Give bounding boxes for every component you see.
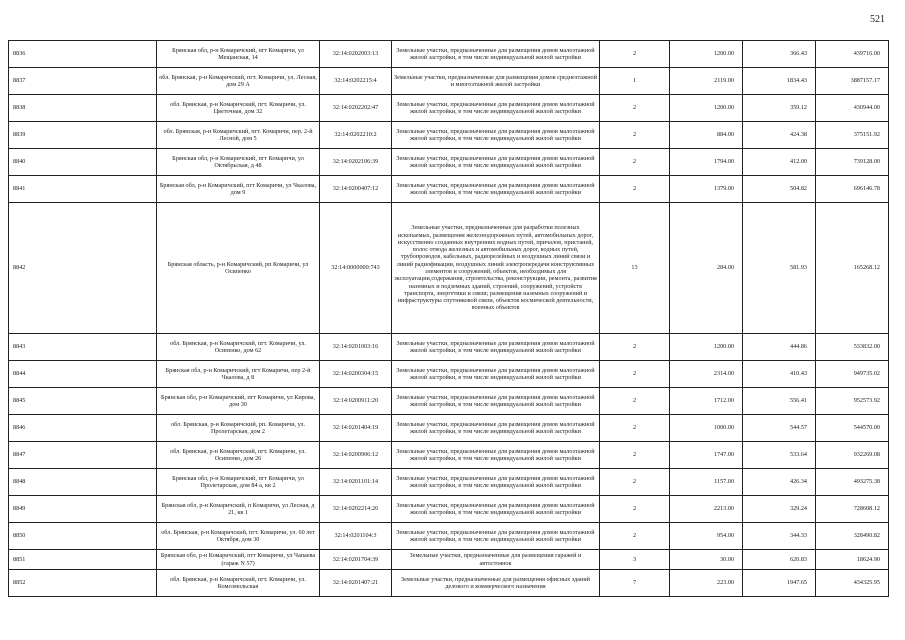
row-cadastral-number: 32:14:0201704:39 [320, 550, 392, 570]
row-address: Брянская обл, р-н Комаричский, п Комаричи, ул Лесная, д 21, кв 1 [157, 496, 320, 523]
row-land-use: Земельные участки, предназначенные для размещения домов малоэтажной жилой застройки, в том числе индивидуальной жилой застройки [392, 523, 600, 550]
row-id: 8852 [9, 570, 157, 597]
row-unit-value: 344.33 [743, 523, 816, 550]
row-area: 1157.00 [670, 469, 743, 496]
row-unit-value: 366.43 [743, 41, 816, 68]
row-cadastral-value: 949735.02 [816, 361, 889, 388]
table-row [9, 415, 889, 442]
row-area: 1000.00 [670, 415, 743, 442]
land-registry-table [8, 40, 889, 597]
row-address: обл. Брянская, р-н Комаричский, рп. Комаричи, ул. Пролетарская, дом 2 [157, 415, 320, 442]
row-cadastral-value: 533832.00 [816, 334, 889, 361]
row-land-use: Земельные участки, предназначенные для размещения домов малоэтажной жилой застройки, в том числе индивидуальной жилой застройки [392, 41, 600, 68]
row-land-use: Земельные участки, предназначенные для размещения домов малоэтажной жилой застройки, в том числе индивидуальной жилой застройки [392, 95, 600, 122]
row-address: Брянская обл, р-н Комаричский, пгт Комаричи, ул Чкалова, дом 9 [157, 176, 320, 203]
row-cadastral-value: 434325.95 [816, 570, 889, 597]
row-cadastral-number: 32:14:0202202:47 [320, 95, 392, 122]
row-id: 8838 [9, 95, 157, 122]
row-use-group: 2 [600, 361, 670, 388]
table-row [9, 95, 889, 122]
row-cadastral-number: 32:14:0201404:19 [320, 415, 392, 442]
row-land-use: Земельные участки, предназначенные для размещения домов малоэтажной жилой застройки, в том числе индивидуальной жилой застройки [392, 415, 600, 442]
row-address: обл. Брянская, р-н Комаричский, пгт. Комаричи, ул. Осипенко, дом 62 [157, 334, 320, 361]
row-land-use: Земельные участки, предназначенные для разработки полезных ископаемых, размещения железнодорожных путей, автомобильных дорог, искусственно созданных внутренних водных путей, причалов, пристаней, полос отвода железных и автомобильных дорог, водных путей, трубопроводов, кабельных, радиорелейных и воздушных линий связи и линий радиофикации, воздушных линий электропередачи конструктивных элементов и сооружений, объектов, необходимых для эксплуатации,содержания, строительства, реконструкции, ремонта, развития наземных и подземных зданий, строений, сооружений, устройств транспорта, энергетики и связи; размещения наземных сооружений и инфраструктуры спутниковой связи, объектов космической деятельности, военных объектов [392, 203, 600, 334]
row-unit-value: 620.83 [743, 550, 816, 570]
table-row [9, 523, 889, 550]
table-row [9, 442, 889, 469]
row-cadastral-value: 932269.08 [816, 442, 889, 469]
table-row [9, 176, 889, 203]
row-unit-value: 1834.43 [743, 68, 816, 95]
row-address: Брянская обл, р-н Комаричский, пгт Комаричи, ул Пролетарская, дом 84 а, кв 2 [157, 469, 320, 496]
table-row [9, 469, 889, 496]
row-area: 1712.00 [670, 388, 743, 415]
row-id: 8842 [9, 203, 157, 334]
row-land-use: Земельные участки, предназначенные для размещения гаражей и автостоянок [392, 550, 600, 570]
row-use-group: 2 [600, 176, 670, 203]
row-cadastral-number: 32:14:0202214:26 [320, 496, 392, 523]
row-area: 2119.00 [670, 68, 743, 95]
row-id: 8843 [9, 334, 157, 361]
row-cadastral-value: 739128.00 [816, 149, 889, 176]
row-area: 1379.00 [670, 176, 743, 203]
row-unit-value: 533.64 [743, 442, 816, 469]
row-address: обл. Брянская, р-н Комаричский, пгт. Комаричи, пер. 2-й Лесной, дом 5 [157, 122, 320, 149]
row-use-group: 3 [600, 550, 670, 570]
row-use-group: 2 [600, 388, 670, 415]
row-unit-value: 424.38 [743, 122, 816, 149]
row-address: Брянская обл, р-н Комаричский, пгт Комаричи, ул Мещанская, 14 [157, 41, 320, 68]
row-area: 30.00 [670, 550, 743, 570]
row-use-group: 2 [600, 415, 670, 442]
row-cadastral-value: 3887157.17 [816, 68, 889, 95]
row-address: Брянская обл, р-н Комаричский, пгт Комаричи, ул Кирова, дом 30 [157, 388, 320, 415]
row-address: обл. Брянская, р-н Комаричский, пгт. Комаричи, ул. Комсомольская [157, 570, 320, 597]
row-cadastral-value: 430944.00 [816, 95, 889, 122]
table-row [9, 203, 889, 334]
row-use-group: 2 [600, 496, 670, 523]
row-address: обл. Брянская, р-н Комаричский, пгт. Комаричи, ул. Осипенко, дом 26 [157, 442, 320, 469]
row-land-use: Земельные участки, предназначенные для размещения домов малоэтажной жилой застройки, в том числе индивидуальной жилой застройки [392, 469, 600, 496]
row-cadastral-number: 32:14:0202210:2 [320, 122, 392, 149]
row-cadastral-number: 32:14:0200407:12 [320, 176, 392, 203]
table-row [9, 149, 889, 176]
row-use-group: 2 [600, 95, 670, 122]
row-id: 8848 [9, 469, 157, 496]
row-unit-value: 504.82 [743, 176, 816, 203]
row-unit-value: 444.86 [743, 334, 816, 361]
table-row [9, 68, 889, 95]
row-cadastral-value: 696146.78 [816, 176, 889, 203]
page-number: 521 [870, 14, 885, 25]
row-land-use: Земельные участки, предназначенные для размещения домов среднеэтажной и многоэтажной жилой застройки [392, 68, 600, 95]
row-unit-value: 359.12 [743, 95, 816, 122]
row-use-group: 2 [600, 149, 670, 176]
row-area: 1200.00 [670, 41, 743, 68]
row-id: 8846 [9, 415, 157, 442]
row-land-use: Земельные участки, предназначенные для размещения домов малоэтажной жилой застройки, в том числе индивидуальной жилой застройки [392, 149, 600, 176]
row-land-use: Земельные участки, предназначенные для размещения офисных зданий делового и коммерческого назначения [392, 570, 600, 597]
row-cadastral-value: 952573.92 [816, 388, 889, 415]
table-row [9, 550, 889, 570]
row-id: 8850 [9, 523, 157, 550]
row-id: 8839 [9, 122, 157, 149]
row-land-use: Земельные участки, предназначенные для размещения домов малоэтажной жилой застройки, в том числе индивидуальной жилой застройки [392, 496, 600, 523]
row-unit-value: 581.93 [743, 203, 816, 334]
row-area: 284.00 [670, 203, 743, 334]
table-row [9, 361, 889, 388]
row-unit-value: 412.00 [743, 149, 816, 176]
table-row [9, 41, 889, 68]
row-cadastral-number: 32:14:0202106:39 [320, 149, 392, 176]
row-land-use: Земельные участки, предназначенные для размещения домов малоэтажной жилой застройки, в том числе индивидуальной жилой застройки [392, 442, 600, 469]
row-cadastral-number: 32:14:0200304:15 [320, 361, 392, 388]
row-area: 884.00 [670, 122, 743, 149]
row-address: Брянская обл, р-н Комаричский, пгт Комаричи, ул Чапаева (гараж N 57) [157, 550, 320, 570]
row-id: 8837 [9, 68, 157, 95]
row-cadastral-number: 32:14:0201003:16 [320, 334, 392, 361]
row-id: 8849 [9, 496, 157, 523]
row-id: 8845 [9, 388, 157, 415]
table-row [9, 496, 889, 523]
row-use-group: 2 [600, 442, 670, 469]
row-address: Брянская область, р-н Комаричский, рп Комаричи, ул Осипенко [157, 203, 320, 334]
row-area: 1747.00 [670, 442, 743, 469]
row-address: обл. Брянская, р-н Комаричский, пгт. Комаричи, ул. Лесная, дом 29 А [157, 68, 320, 95]
row-unit-value: 410.43 [743, 361, 816, 388]
row-cadastral-value: 165268.12 [816, 203, 889, 334]
row-cadastral-value: 439716.00 [816, 41, 889, 68]
row-cadastral-value: 493275.38 [816, 469, 889, 496]
row-unit-value: 329.24 [743, 496, 816, 523]
table-row [9, 334, 889, 361]
row-id: 8844 [9, 361, 157, 388]
row-area: 1200.00 [670, 95, 743, 122]
row-id: 8851 [9, 550, 157, 570]
row-land-use: Земельные участки, предназначенные для размещения домов малоэтажной жилой застройки, в том числе индивидуальной жилой застройки [392, 361, 600, 388]
row-use-group: 2 [600, 523, 670, 550]
table-row [9, 388, 889, 415]
row-address: обл. Брянская, р-н Комаричский, пгт. Комаричи, ул. Цветочная, дом 32 [157, 95, 320, 122]
row-land-use: Земельные участки, предназначенные для размещения домов малоэтажной жилой застройки, в том числе индивидуальной жилой застройки [392, 334, 600, 361]
row-unit-value: 426.34 [743, 469, 816, 496]
row-cadastral-number: 32:14:0201101:14 [320, 469, 392, 496]
row-id: 8836 [9, 41, 157, 68]
row-cadastral-number: 32:14:0201104:3 [320, 523, 392, 550]
row-area: 223.00 [670, 570, 743, 597]
row-cadastral-number: 32:14:0201407:21 [320, 570, 392, 597]
row-cadastral-number: 32:14:0000000:743 [320, 203, 392, 334]
row-cadastral-number: 32:14:0202003:13 [320, 41, 392, 68]
row-area: 2213.00 [670, 496, 743, 523]
row-use-group: 2 [600, 122, 670, 149]
row-area: 954.00 [670, 523, 743, 550]
row-use-group: 1 [600, 68, 670, 95]
table-row [9, 570, 889, 597]
row-id: 8841 [9, 176, 157, 203]
row-land-use: Земельные участки, предназначенные для размещения домов малоэтажной жилой застройки, в том числе индивидуальной жилой застройки [392, 388, 600, 415]
row-use-group: 2 [600, 41, 670, 68]
row-unit-value: 556.41 [743, 388, 816, 415]
row-address: обл. Брянская, р-н Комаричский, пгт. Комаричи, ул. 60 лет Октября, дом 30 [157, 523, 320, 550]
row-unit-value: 544.57 [743, 415, 816, 442]
row-use-group: 7 [600, 570, 670, 597]
row-cadastral-number: 32:14:0200911:20 [320, 388, 392, 415]
row-cadastral-number: 32:14:0200906:12 [320, 442, 392, 469]
row-cadastral-number: 32:14:0202215:4 [320, 68, 392, 95]
row-id: 8840 [9, 149, 157, 176]
row-land-use: Земельные участки, предназначенные для размещения домов малоэтажной жилой застройки, в том числе индивидуальной жилой застройки [392, 122, 600, 149]
row-id: 8847 [9, 442, 157, 469]
row-land-use: Земельные участки, предназначенные для размещения домов малоэтажной жилой застройки, в том числе индивидуальной жилой застройки [392, 176, 600, 203]
row-use-group: 2 [600, 334, 670, 361]
row-address: Брянская обл, р-н Комаричский, пгт Комаричи, ул Октябрьская, д 48 [157, 149, 320, 176]
row-address: Брянская обл, р-н Комаричский, пгт Комаричи, пер 2-й Чкалова, д 8 [157, 361, 320, 388]
table-body [9, 41, 889, 597]
row-area: 1794.00 [670, 149, 743, 176]
row-unit-value: 1947.65 [743, 570, 816, 597]
row-area: 2314.00 [670, 361, 743, 388]
row-cadastral-value: 328490.82 [816, 523, 889, 550]
row-cadastral-value: 544570.00 [816, 415, 889, 442]
row-cadastral-value: 375151.92 [816, 122, 889, 149]
row-cadastral-value: 728608.12 [816, 496, 889, 523]
row-use-group: 13 [600, 203, 670, 334]
row-use-group: 2 [600, 469, 670, 496]
table-row [9, 122, 889, 149]
row-area: 1200.00 [670, 334, 743, 361]
row-cadastral-value: 18624.90 [816, 550, 889, 570]
